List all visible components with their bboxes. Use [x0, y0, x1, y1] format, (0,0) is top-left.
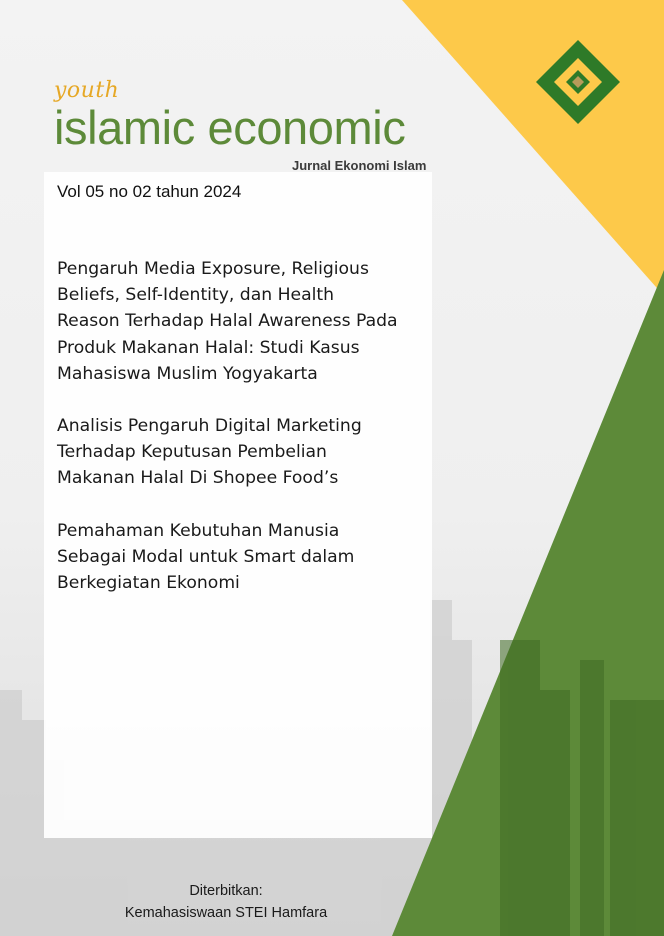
article-title-3: Pemahaman Kebutuhan Manusia Sebagai Modal untuk Smart dalam Berkegiatan Ekonomi: [57, 520, 355, 594]
journal-logo-title: islamic economic: [54, 101, 406, 154]
journal-logo-youth: youth: [54, 78, 120, 103]
publisher-label: Diterbitkan:: [189, 883, 263, 899]
publisher-name: Kemahasiswaan STEI Hamfara: [124, 905, 328, 921]
issue-volume: Vol 05 no 02 tahun 2024: [57, 182, 242, 201]
journal-subtitle: Jurnal Ekonomi Islam: [292, 158, 427, 173]
article-title-2: Analisis Pengaruh Digital Marketing Terhadap Keputusan Pembelian Makanan Halal Di Shopee Food’s: [57, 416, 362, 489]
article-list: [57, 256, 427, 622]
article-title-1: Pengaruh Media Exposure, Religious Beliefs, Self-Identity, dan Health Reason Terhadap Halal Awareness Pada Produk Makanan Halal: Studi Kasus Mahasiswa Muslim Yogyakarta: [57, 259, 398, 384]
